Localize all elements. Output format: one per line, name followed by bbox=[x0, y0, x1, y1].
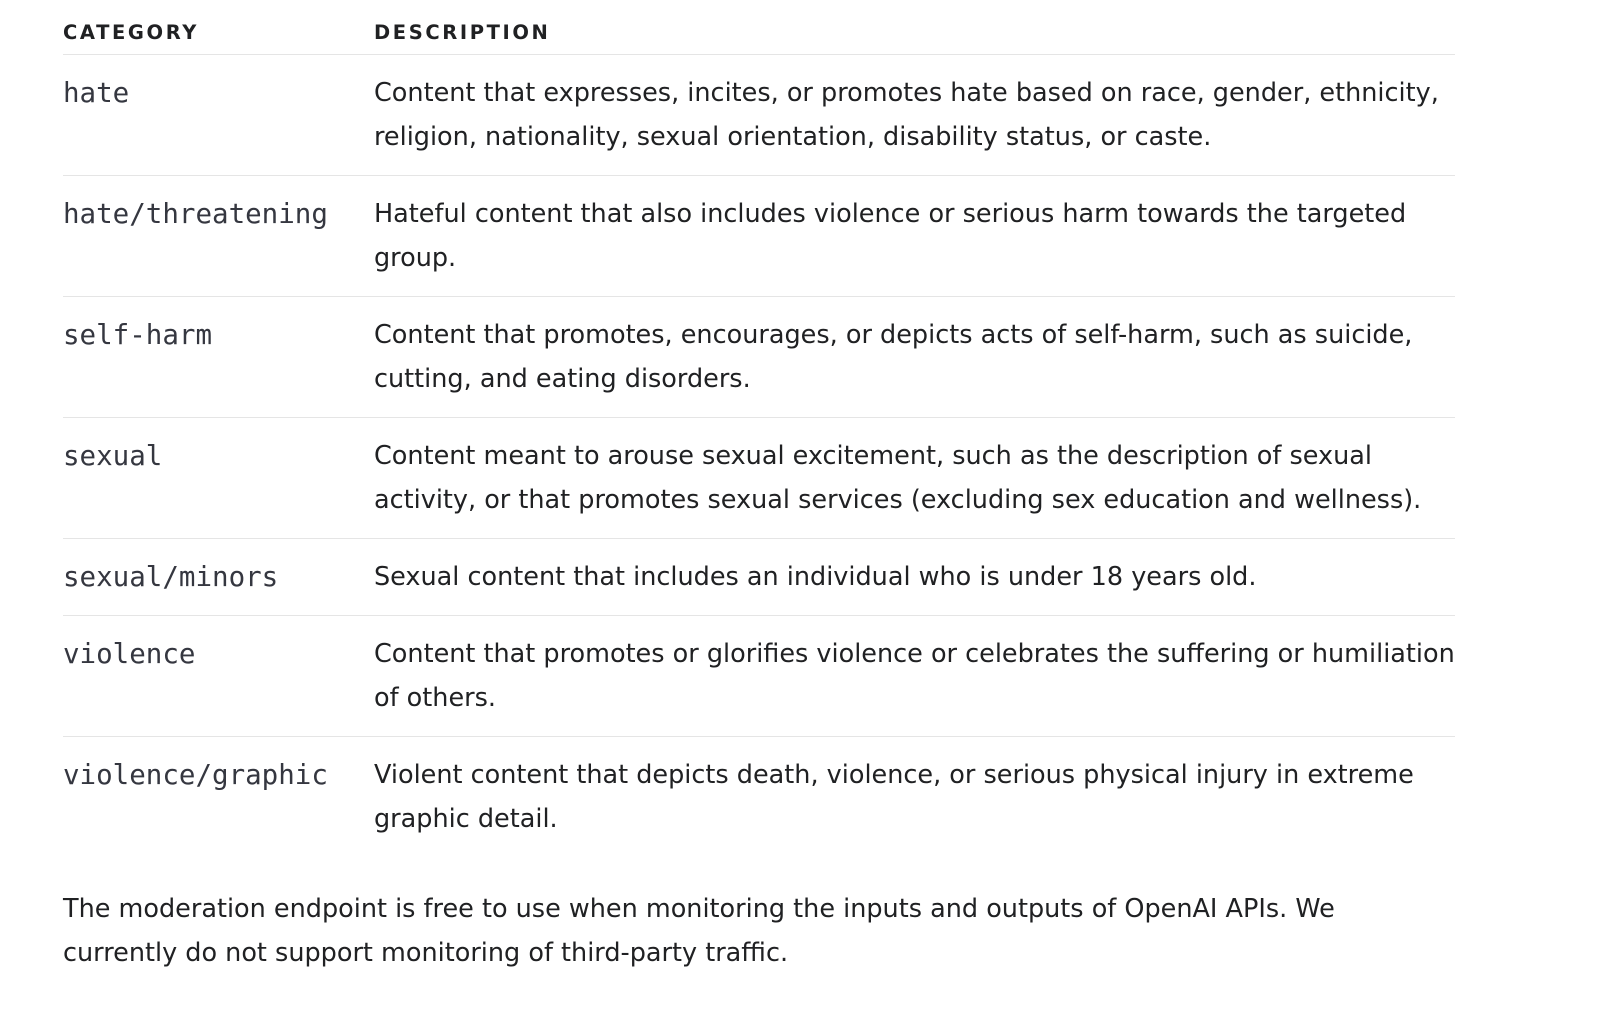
table-row bbox=[63, 176, 1455, 297]
header-category: CATEGORY bbox=[63, 0, 374, 55]
categories-table bbox=[63, 0, 1455, 857]
description-cell: Content meant to arouse sexual excitement, such as the description of sexual activity, or that promotes sexual services (excluding sex education and wellness). bbox=[374, 418, 1455, 539]
description-cell: Content that expresses, incites, or promotes hate based on race, gender, ethnicity, religion, nationality, sexual orientation, disability status, or caste. bbox=[374, 55, 1455, 176]
category-cell: hate/threatening bbox=[63, 176, 374, 297]
table-row bbox=[63, 616, 1455, 737]
table-row bbox=[63, 297, 1455, 418]
category-cell: self-harm bbox=[63, 297, 374, 418]
category-cell: violence/graphic bbox=[63, 759, 328, 791]
category-cell: sexual bbox=[63, 418, 374, 539]
description-cell: Violent content that depicts death, violence, or serious physical injury in extreme graphic detail. bbox=[374, 760, 1414, 834]
description-cell: Content that promotes, encourages, or depicts acts of self-harm, such as suicide, cutting, and eating disorders. bbox=[374, 297, 1455, 418]
description-cell: Hateful content that also includes violence or serious harm towards the targeted group. bbox=[374, 176, 1455, 297]
table-row bbox=[63, 737, 1455, 858]
moderation-content bbox=[63, 0, 1455, 975]
table-row bbox=[63, 55, 1455, 176]
footnote-paragraph: The moderation endpoint is free to use when monitoring the inputs and outputs of OpenAI APIs. We currently do not support monitoring of third-party traffic. bbox=[63, 894, 1335, 968]
table-row bbox=[63, 418, 1455, 539]
category-cell: sexual/minors bbox=[63, 539, 374, 616]
header-description: DESCRIPTION bbox=[374, 0, 1455, 55]
table-row bbox=[63, 539, 1455, 616]
description-cell: Content that promotes or glorifies violence or celebrates the suffering or humiliation of others. bbox=[374, 616, 1455, 737]
category-cell: violence bbox=[63, 616, 374, 737]
category-cell: hate bbox=[63, 55, 374, 176]
description-cell: Sexual content that includes an individual who is under 18 years old. bbox=[374, 539, 1455, 616]
table-header-row bbox=[63, 0, 1455, 55]
